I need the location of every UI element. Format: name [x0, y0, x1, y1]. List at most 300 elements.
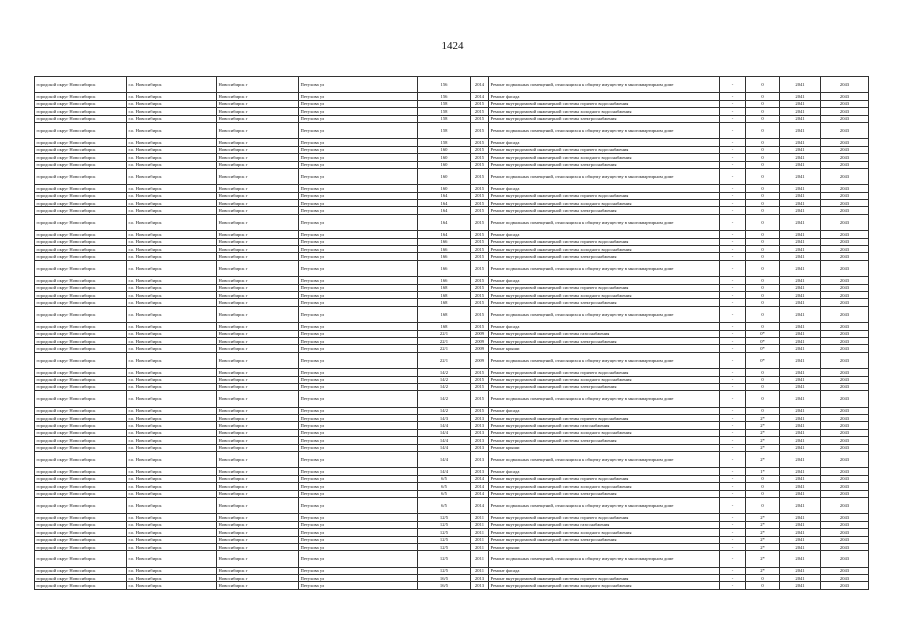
street-cell: Петухова ул	[299, 369, 418, 376]
municipality-cell: городской округ Новосибирск	[35, 207, 127, 214]
city-cell: Новосибирск г	[217, 429, 299, 436]
dash-cell: -	[720, 551, 746, 567]
end-year-cell: 2043	[821, 291, 869, 298]
value-cell: 0	[746, 115, 780, 122]
street-cell: Петухова ул	[299, 246, 418, 253]
value-cell: 0	[746, 376, 780, 383]
value-cell: 2*	[746, 567, 780, 574]
value-cell: 0	[746, 246, 780, 253]
end-year-cell: 2043	[821, 444, 869, 451]
dash-cell: -	[720, 376, 746, 383]
table-row	[35, 154, 869, 161]
dash-cell: -	[720, 139, 746, 146]
value-cell: 2*	[746, 529, 780, 536]
page-number: 1424	[441, 40, 464, 52]
street-cell: Петухова ул	[299, 306, 418, 322]
dash-cell: -	[720, 168, 746, 184]
street-cell: Петухова ул	[299, 231, 418, 238]
district-cell: г.о. Новосибирск	[127, 306, 217, 322]
start-year-cell: 2041	[780, 551, 821, 567]
house-number-cell: 14/4	[418, 422, 471, 429]
end-year-cell: 2043	[821, 468, 869, 475]
district-cell: г.о. Новосибирск	[127, 93, 217, 100]
city-cell: Новосибирск г	[217, 536, 299, 543]
work-type-cell: Ремонт внутридомовой инженерной системы холодного водоснабжения	[489, 200, 720, 207]
year-cell: 2015	[471, 369, 489, 376]
value-cell: 0	[746, 185, 780, 192]
dash-cell: -	[720, 246, 746, 253]
year-cell: 2013	[471, 444, 489, 451]
work-type-cell: Ремонт фасада	[489, 323, 720, 330]
table-row	[35, 391, 869, 407]
work-type-cell: Ремонт внутридомовой инженерной системы холодного водоснабжения	[489, 582, 720, 589]
start-year-cell: 2041	[780, 483, 821, 490]
start-year-cell: 2041	[780, 521, 821, 528]
district-cell: г.о. Новосибирск	[127, 161, 217, 168]
dash-cell: -	[720, 352, 746, 368]
start-year-cell: 2041	[780, 536, 821, 543]
end-year-cell: 2043	[821, 536, 869, 543]
end-year-cell: 2043	[821, 231, 869, 238]
dash-cell: -	[720, 536, 746, 543]
table-row	[35, 582, 869, 589]
house-number-cell: 14/2	[418, 369, 471, 376]
table-row	[35, 437, 869, 444]
work-type-cell: Ремонт внутридомовой инженерной системы горячего водоснабжения	[489, 514, 720, 521]
city-cell: Новосибирск г	[217, 369, 299, 376]
street-cell: Петухова ул	[299, 168, 418, 184]
table-row	[35, 383, 869, 390]
year-cell: 2014	[471, 93, 489, 100]
street-cell: Петухова ул	[299, 291, 418, 298]
year-cell: 2014	[471, 490, 489, 497]
district-cell: г.о. Новосибирск	[127, 415, 217, 422]
work-type-cell: Ремонт внутридомовой инженерной системы электроснабжения	[489, 383, 720, 390]
value-cell: 0	[746, 168, 780, 184]
district-cell: г.о. Новосибирск	[127, 139, 217, 146]
street-cell: Петухова ул	[299, 383, 418, 390]
start-year-cell: 2041	[780, 277, 821, 284]
year-cell: 2015	[471, 238, 489, 245]
city-cell: Новосибирск г	[217, 330, 299, 337]
dash-cell: -	[720, 108, 746, 115]
municipality-cell: городской округ Новосибирск	[35, 277, 127, 284]
city-cell: Новосибирск г	[217, 284, 299, 291]
street-cell: Петухова ул	[299, 238, 418, 245]
municipality-cell: городской округ Новосибирск	[35, 192, 127, 199]
municipality-cell: городской округ Новосибирск	[35, 168, 127, 184]
street-cell: Петухова ул	[299, 299, 418, 306]
end-year-cell: 2043	[821, 146, 869, 153]
work-type-cell: Ремонт подвальных помещений, относящихся к общему имуществу в многоквартирном доме	[489, 168, 720, 184]
district-cell: г.о. Новосибирск	[127, 253, 217, 260]
work-type-cell: Ремонт подвальных помещений, относящихся к общему имуществу в многоквартирном доме	[489, 306, 720, 322]
start-year-cell: 2041	[780, 238, 821, 245]
table-row	[35, 514, 869, 521]
value-cell: 0	[746, 93, 780, 100]
city-cell: Новосибирск г	[217, 207, 299, 214]
year-cell: 2011	[471, 521, 489, 528]
end-year-cell: 2043	[821, 551, 869, 567]
district-cell: г.о. Новосибирск	[127, 575, 217, 582]
district-cell: г.о. Новосибирск	[127, 582, 217, 589]
value-cell: 0	[746, 77, 780, 93]
work-type-cell: Ремонт фасада	[489, 468, 720, 475]
end-year-cell: 2043	[821, 452, 869, 468]
year-cell: 2015	[471, 260, 489, 276]
value-cell: 0	[746, 291, 780, 298]
district-cell: г.о. Новосибирск	[127, 77, 217, 93]
dash-cell: -	[720, 100, 746, 107]
work-type-cell: Ремонт внутридомовой инженерной системы холодного водоснабжения	[489, 154, 720, 161]
municipality-cell: городской округ Новосибирск	[35, 214, 127, 230]
street-cell: Петухова ул	[299, 468, 418, 475]
year-cell: 2015	[471, 214, 489, 230]
street-cell: Петухова ул	[299, 551, 418, 567]
value-cell: 0*	[746, 345, 780, 352]
year-cell: 2014	[471, 475, 489, 482]
street-cell: Петухова ул	[299, 161, 418, 168]
end-year-cell: 2043	[821, 154, 869, 161]
table-row	[35, 330, 869, 337]
work-type-cell: Ремонт внутридомовой инженерной системы горячего водоснабжения	[489, 415, 720, 422]
city-cell: Новосибирск г	[217, 200, 299, 207]
dash-cell: -	[720, 306, 746, 322]
city-cell: Новосибирск г	[217, 407, 299, 414]
work-type-cell: Ремонт внутридомовой инженерной системы электроснабжения	[489, 207, 720, 214]
start-year-cell: 2041	[780, 529, 821, 536]
year-cell: 2011	[471, 529, 489, 536]
work-type-cell: Ремонт фасада	[489, 231, 720, 238]
value-cell: 0	[746, 391, 780, 407]
house-number-cell: 12/5	[418, 536, 471, 543]
city-cell: Новосибирск г	[217, 529, 299, 536]
city-cell: Новосибирск г	[217, 277, 299, 284]
value-cell: 0	[746, 139, 780, 146]
district-cell: г.о. Новосибирск	[127, 497, 217, 513]
district-cell: г.о. Новосибирск	[127, 490, 217, 497]
start-year-cell: 2041	[780, 444, 821, 451]
district-cell: г.о. Новосибирск	[127, 337, 217, 344]
municipality-cell: городской округ Новосибирск	[35, 514, 127, 521]
dash-cell: -	[720, 291, 746, 298]
dash-cell: -	[720, 429, 746, 436]
work-type-cell: Ремонт крыши	[489, 345, 720, 352]
district-cell: г.о. Новосибирск	[127, 323, 217, 330]
work-type-cell: Ремонт подвальных помещений, относящихся к общему имуществу в многоквартирном доме	[489, 497, 720, 513]
work-type-cell: Ремонт подвальных помещений, относящихся к общему имуществу в многоквартирном доме	[489, 122, 720, 138]
house-number-cell: 12/5	[418, 529, 471, 536]
city-cell: Новосибирск г	[217, 575, 299, 582]
house-number-cell: 164	[418, 207, 471, 214]
start-year-cell: 2041	[780, 543, 821, 550]
district-cell: г.о. Новосибирск	[127, 100, 217, 107]
district-cell: г.о. Новосибирск	[127, 260, 217, 276]
municipality-cell: городской округ Новосибирск	[35, 352, 127, 368]
end-year-cell: 2043	[821, 260, 869, 276]
value-cell: 0	[746, 154, 780, 161]
table-row	[35, 376, 869, 383]
city-cell: Новосибирск г	[217, 253, 299, 260]
work-type-cell: Ремонт внутридомовой инженерной системы газоснабжения	[489, 521, 720, 528]
house-number-cell: 14/4	[418, 452, 471, 468]
value-cell: 0	[746, 383, 780, 390]
street-cell: Петухова ул	[299, 444, 418, 451]
start-year-cell: 2041	[780, 77, 821, 93]
municipality-cell: городской округ Новосибирск	[35, 529, 127, 536]
table-row	[35, 490, 869, 497]
start-year-cell: 2041	[780, 337, 821, 344]
work-type-cell: Ремонт внутридомовой инженерной системы горячего водоснабжения	[489, 475, 720, 482]
end-year-cell: 2043	[821, 521, 869, 528]
municipality-cell: городской округ Новосибирск	[35, 483, 127, 490]
work-type-cell: Ремонт фасада	[489, 407, 720, 414]
value-cell: 0	[746, 260, 780, 276]
start-year-cell: 2041	[780, 383, 821, 390]
city-cell: Новосибирск г	[217, 238, 299, 245]
table-row	[35, 452, 869, 468]
house-number-cell: 160	[418, 154, 471, 161]
start-year-cell: 2041	[780, 437, 821, 444]
value-cell: 0	[746, 490, 780, 497]
year-cell: 2011	[471, 514, 489, 521]
value-cell: 2*	[746, 415, 780, 422]
table-row	[35, 231, 869, 238]
street-cell: Петухова ул	[299, 108, 418, 115]
municipality-cell: городской округ Новосибирск	[35, 521, 127, 528]
district-cell: г.о. Новосибирск	[127, 475, 217, 482]
city-cell: Новосибирск г	[217, 77, 299, 93]
municipality-cell: городской округ Новосибирск	[35, 337, 127, 344]
end-year-cell: 2043	[821, 77, 869, 93]
city-cell: Новосибирск г	[217, 185, 299, 192]
value-cell: 0	[746, 497, 780, 513]
table-row	[35, 543, 869, 550]
district-cell: г.о. Новосибирск	[127, 391, 217, 407]
street-cell: Петухова ул	[299, 415, 418, 422]
table-row	[35, 146, 869, 153]
city-cell: Новосибирск г	[217, 376, 299, 383]
year-cell: 2014	[471, 77, 489, 93]
house-number-cell: 160	[418, 146, 471, 153]
city-cell: Новосибирск г	[217, 475, 299, 482]
work-type-cell: Ремонт подвальных помещений, относящихся к общему имуществу в многоквартирном доме	[489, 260, 720, 276]
municipality-cell: городской округ Новосибирск	[35, 154, 127, 161]
year-cell: 2015	[471, 122, 489, 138]
work-type-cell: Ремонт внутридомовой инженерной системы газоснабжения	[489, 422, 720, 429]
year-cell: 2015	[471, 139, 489, 146]
dash-cell: -	[720, 231, 746, 238]
city-cell: Новосибирск г	[217, 146, 299, 153]
district-cell: г.о. Новосибирск	[127, 108, 217, 115]
district-cell: г.о. Новосибирск	[127, 521, 217, 528]
end-year-cell: 2043	[821, 108, 869, 115]
city-cell: Новосибирск г	[217, 345, 299, 352]
dash-cell: -	[720, 497, 746, 513]
dash-cell: -	[720, 415, 746, 422]
start-year-cell: 2041	[780, 497, 821, 513]
end-year-cell: 2043	[821, 246, 869, 253]
district-cell: г.о. Новосибирск	[127, 330, 217, 337]
end-year-cell: 2043	[821, 483, 869, 490]
table-row	[35, 422, 869, 429]
end-year-cell: 2043	[821, 100, 869, 107]
district-cell: г.о. Новосибирск	[127, 214, 217, 230]
city-cell: Новосибирск г	[217, 567, 299, 574]
district-cell: г.о. Новосибирск	[127, 192, 217, 199]
house-number-cell: 14/2	[418, 391, 471, 407]
year-cell: 2014	[471, 497, 489, 513]
municipality-cell: городской округ Новосибирск	[35, 253, 127, 260]
house-number-cell: 156	[418, 93, 471, 100]
table-row	[35, 468, 869, 475]
dash-cell: -	[720, 369, 746, 376]
street-cell: Петухова ул	[299, 536, 418, 543]
street-cell: Петухова ул	[299, 93, 418, 100]
year-cell: 2013	[471, 468, 489, 475]
table-row	[35, 299, 869, 306]
district-cell: г.о. Новосибирск	[127, 483, 217, 490]
end-year-cell: 2043	[821, 207, 869, 214]
street-cell: Петухова ул	[299, 214, 418, 230]
year-cell: 2015	[471, 161, 489, 168]
house-number-cell: 160	[418, 168, 471, 184]
start-year-cell: 2041	[780, 475, 821, 482]
table-row	[35, 369, 869, 376]
street-cell: Петухова ул	[299, 192, 418, 199]
end-year-cell: 2043	[821, 115, 869, 122]
street-cell: Петухова ул	[299, 490, 418, 497]
table-row	[35, 352, 869, 368]
table-row	[35, 337, 869, 344]
end-year-cell: 2043	[821, 284, 869, 291]
value-cell: 0	[746, 192, 780, 199]
work-type-cell: Ремонт крыши	[489, 444, 720, 451]
house-number-cell: 166	[418, 260, 471, 276]
end-year-cell: 2043	[821, 352, 869, 368]
table-row	[35, 192, 869, 199]
work-type-cell: Ремонт фасада	[489, 185, 720, 192]
city-cell: Новосибирск г	[217, 93, 299, 100]
street-cell: Петухова ул	[299, 575, 418, 582]
street-cell: Петухова ул	[299, 567, 418, 574]
end-year-cell: 2043	[821, 490, 869, 497]
value-cell: 0*	[746, 330, 780, 337]
end-year-cell: 2043	[821, 543, 869, 550]
table-row	[35, 567, 869, 574]
table-row	[35, 306, 869, 322]
work-type-cell: Ремонт внутридомовой инженерной системы газоснабжения	[489, 330, 720, 337]
year-cell: 2015	[471, 376, 489, 383]
start-year-cell: 2041	[780, 246, 821, 253]
municipality-cell: городской округ Новосибирск	[35, 452, 127, 468]
end-year-cell: 2043	[821, 475, 869, 482]
district-cell: г.о. Новосибирск	[127, 567, 217, 574]
municipality-cell: городской округ Новосибирск	[35, 108, 127, 115]
work-type-cell: Ремонт внутридомовой инженерной системы электроснабжения	[489, 337, 720, 344]
house-number-cell: 158	[418, 100, 471, 107]
dash-cell: -	[720, 567, 746, 574]
city-cell: Новосибирск г	[217, 452, 299, 468]
table-row	[35, 139, 869, 146]
district-cell: г.о. Новосибирск	[127, 299, 217, 306]
municipality-cell: городской округ Новосибирск	[35, 246, 127, 253]
dash-cell: -	[720, 337, 746, 344]
start-year-cell: 2041	[780, 284, 821, 291]
repair-schedule-table	[34, 76, 869, 590]
dash-cell: -	[720, 146, 746, 153]
municipality-cell: городской округ Новосибирск	[35, 490, 127, 497]
street-cell: Петухова ул	[299, 260, 418, 276]
district-cell: г.о. Новосибирск	[127, 246, 217, 253]
house-number-cell: 12/5	[418, 514, 471, 521]
start-year-cell: 2041	[780, 369, 821, 376]
municipality-cell: городской округ Новосибирск	[35, 391, 127, 407]
street-cell: Петухова ул	[299, 429, 418, 436]
dash-cell: -	[720, 154, 746, 161]
city-cell: Новосибирск г	[217, 260, 299, 276]
end-year-cell: 2043	[821, 192, 869, 199]
city-cell: Новосибирск г	[217, 100, 299, 107]
work-type-cell: Ремонт внутридомовой инженерной системы холодного водоснабжения	[489, 483, 720, 490]
dash-cell: -	[720, 330, 746, 337]
table-row	[35, 575, 869, 582]
dash-cell: -	[720, 490, 746, 497]
dash-cell: -	[720, 483, 746, 490]
district-cell: г.о. Новосибирск	[127, 207, 217, 214]
municipality-cell: городской округ Новосибирск	[35, 115, 127, 122]
value-cell: 0	[746, 207, 780, 214]
start-year-cell: 2041	[780, 161, 821, 168]
end-year-cell: 2043	[821, 575, 869, 582]
city-cell: Новосибирск г	[217, 521, 299, 528]
work-type-cell: Ремонт внутридомовой инженерной системы горячего водоснабжения	[489, 284, 720, 291]
city-cell: Новосибирск г	[217, 323, 299, 330]
dash-cell: -	[720, 575, 746, 582]
house-number-cell: 168	[418, 299, 471, 306]
start-year-cell: 2041	[780, 93, 821, 100]
work-type-cell: Ремонт внутридомовой инженерной системы электроснабжения	[489, 115, 720, 122]
house-number-cell: 12/5	[418, 543, 471, 550]
street-cell: Петухова ул	[299, 100, 418, 107]
district-cell: г.о. Новосибирск	[127, 231, 217, 238]
district-cell: г.о. Новосибирск	[127, 444, 217, 451]
dash-cell: -	[720, 253, 746, 260]
year-cell: 2013	[471, 415, 489, 422]
city-cell: Новосибирск г	[217, 497, 299, 513]
city-cell: Новосибирск г	[217, 154, 299, 161]
dash-cell: -	[720, 214, 746, 230]
district-cell: г.о. Новосибирск	[127, 437, 217, 444]
start-year-cell: 2041	[780, 422, 821, 429]
city-cell: Новосибирск г	[217, 246, 299, 253]
house-number-cell: 6/5	[418, 497, 471, 513]
work-type-cell: Ремонт внутридомовой инженерной системы холодного водоснабжения	[489, 529, 720, 536]
end-year-cell: 2043	[821, 437, 869, 444]
end-year-cell: 2043	[821, 345, 869, 352]
table-row	[35, 108, 869, 115]
dash-cell: -	[720, 207, 746, 214]
end-year-cell: 2043	[821, 383, 869, 390]
dash-cell: -	[720, 437, 746, 444]
city-cell: Новосибирск г	[217, 391, 299, 407]
end-year-cell: 2043	[821, 168, 869, 184]
municipality-cell: городской округ Новосибирск	[35, 200, 127, 207]
start-year-cell: 2041	[780, 185, 821, 192]
start-year-cell: 2041	[780, 108, 821, 115]
value-cell: 0	[746, 108, 780, 115]
year-cell: 2015	[471, 391, 489, 407]
